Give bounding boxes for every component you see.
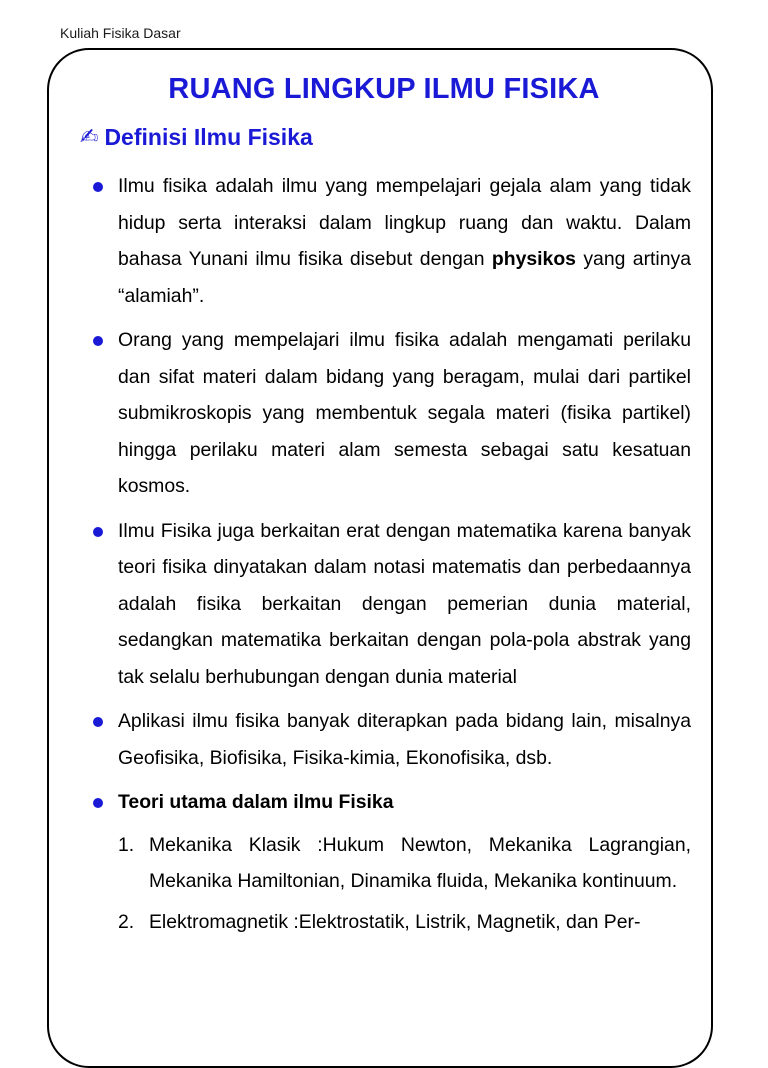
bullet-bold-term: physikos [491, 248, 576, 270]
writing-hand-icon: ✍ [80, 125, 99, 150]
bullet-item [91, 513, 691, 696]
list-text: Elektromagnetik :Elektrostatik, Listrik, Magnetik, dan Per- [149, 910, 641, 933]
theory-list [118, 827, 691, 941]
bullet-item [91, 703, 691, 776]
subtitle-text: Definisi Ilmu Fisika [104, 124, 313, 150]
bullet-item [91, 168, 691, 314]
bullet-text: Ilmu Fisika juga berkaitan erat dengan matematika karena banyak teori fisika dinyatakan dalam notasi matematis dan perbedaannya adalah fisika berkaitan dengan pemerian dunia material, sedangkan matematika berkaitan dengan pola-pola abstrak yang tak selalu berhubungan dengan dunia material [118, 519, 691, 688]
slide-subtitle [80, 124, 313, 151]
list-item [118, 904, 691, 941]
list-text: Mekanika Klasik :Hukum Newton, Mekanika Lagrangian, Mekanika Hamiltonian, Dinamika fluida, Mekanika kontinuum. [149, 833, 691, 892]
bullet-text: Ilmu fisika adalah ilmu yang mempelajari gejala alam yang tidak hidup serta interaksi dalam lingkup ruang dan waktu. Dalam bahasa Yunani ilmu fisika disebut dengan [118, 175, 691, 270]
bullet-text: Aplikasi ilmu fisika banyak diterapkan pada bidang lain, misalnya Geofisika, Biofisika, Fisika-kimia, Ekonofisika, dsb. [118, 710, 691, 769]
bullet-heading: Teori utama dalam ilmu Fisika [118, 791, 394, 813]
slide-title: RUANG LINGKUP ILMU FISIKA [168, 73, 600, 105]
running-header: Kuliah Fisika Dasar [60, 25, 181, 41]
bullet-item [91, 784, 691, 821]
list-number: 1. [118, 833, 135, 856]
slide-content [91, 168, 691, 944]
bullet-dot-icon [93, 182, 103, 192]
bullet-item [91, 322, 691, 505]
bullet-text: Orang yang mempelajari ilmu fisika adalah mengamati perilaku dan sifat materi dalam bidang yang beragam, mulai dari partikel submikroskopis yang membentuk segala materi (fisika partikel) hingga perilaku materi alam semesta sebagai satu kesatuan kosmos. [118, 329, 691, 497]
bullet-text: yang artinya “alamiah”. [118, 248, 691, 307]
list-number: 2. [118, 910, 135, 933]
bullet-dot-icon [93, 798, 103, 808]
list-item [118, 827, 691, 900]
bullet-dot-icon [93, 527, 103, 537]
bullet-dot-icon [93, 336, 103, 346]
bullet-dot-icon [93, 717, 103, 727]
